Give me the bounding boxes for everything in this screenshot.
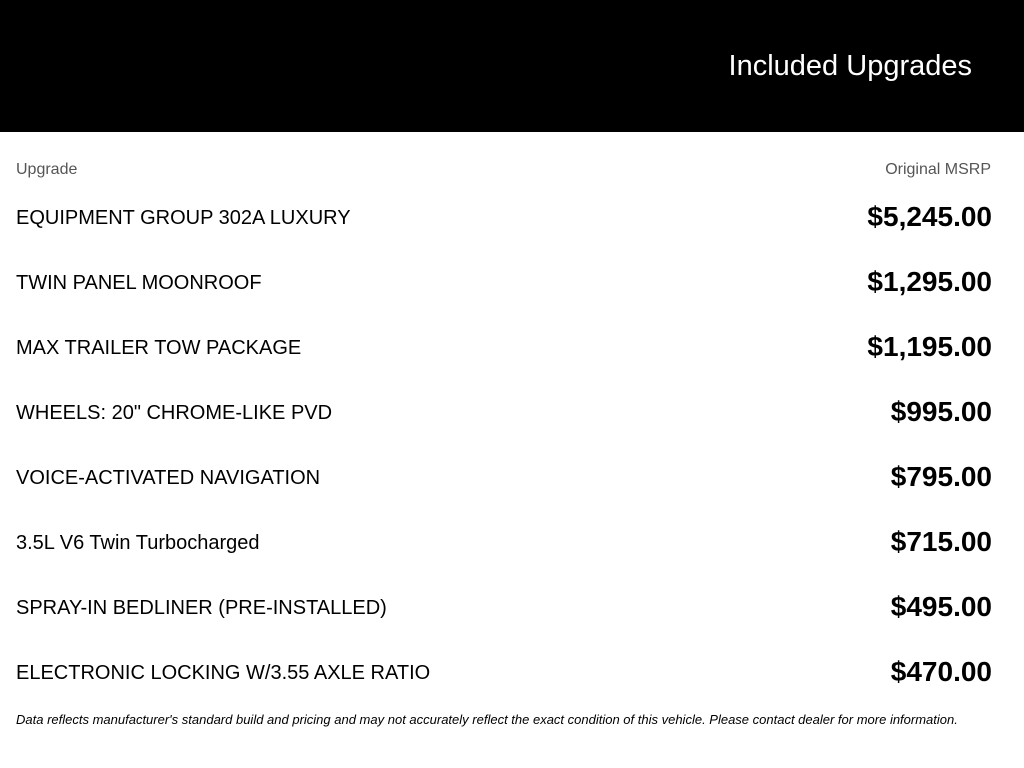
upgrade-name: EQUIPMENT GROUP 302A LUXURY — [16, 207, 351, 229]
upgrade-name: TWIN PANEL MOONROOF — [16, 272, 262, 294]
column-header-upgrade: Upgrade — [16, 161, 78, 178]
list-item — [0, 380, 1024, 445]
upgrade-price: $995.00 — [890, 396, 992, 427]
upgrade-name: 3.5L V6 Twin Turbocharged — [16, 532, 260, 554]
list-item — [0, 445, 1024, 510]
upgrade-price: $795.00 — [890, 461, 992, 492]
upgrade-name: WHEELS: 20" CHROME-LIKE PVD — [16, 402, 333, 424]
list-item — [0, 250, 1024, 315]
column-header-msrp: Original MSRP — [885, 161, 991, 178]
list-item — [0, 640, 1024, 705]
upgrade-price: $495.00 — [890, 591, 992, 622]
upgrade-name: SPRAY-IN BEDLINER (PRE-INSTALLED) — [16, 597, 387, 619]
upgrade-price: $470.00 — [890, 656, 992, 687]
upgrade-name: ELECTRONIC LOCKING W/3.55 AXLE RATIO — [16, 662, 431, 684]
header-bar — [0, 0, 1024, 132]
upgrade-price: $5,245.00 — [867, 201, 992, 232]
list-item — [0, 315, 1024, 380]
upgrade-name: MAX TRAILER TOW PACKAGE — [16, 337, 302, 359]
page-title: Included Upgrades — [728, 50, 972, 82]
upgrade-price: $1,295.00 — [867, 266, 992, 297]
upgrade-price: $715.00 — [890, 526, 992, 557]
upgrade-list — [0, 185, 1024, 705]
upgrade-name: VOICE-ACTIVATED NAVIGATION — [16, 467, 321, 489]
disclaimer-text: Data reflects manufacturer's standard build and pricing and may not accurately reflect the exact condition of this vehicle. Please contact dealer for more information. — [16, 712, 958, 727]
list-item — [0, 510, 1024, 575]
upgrade-price: $1,195.00 — [867, 331, 992, 362]
list-item — [0, 185, 1024, 250]
list-item — [0, 575, 1024, 640]
